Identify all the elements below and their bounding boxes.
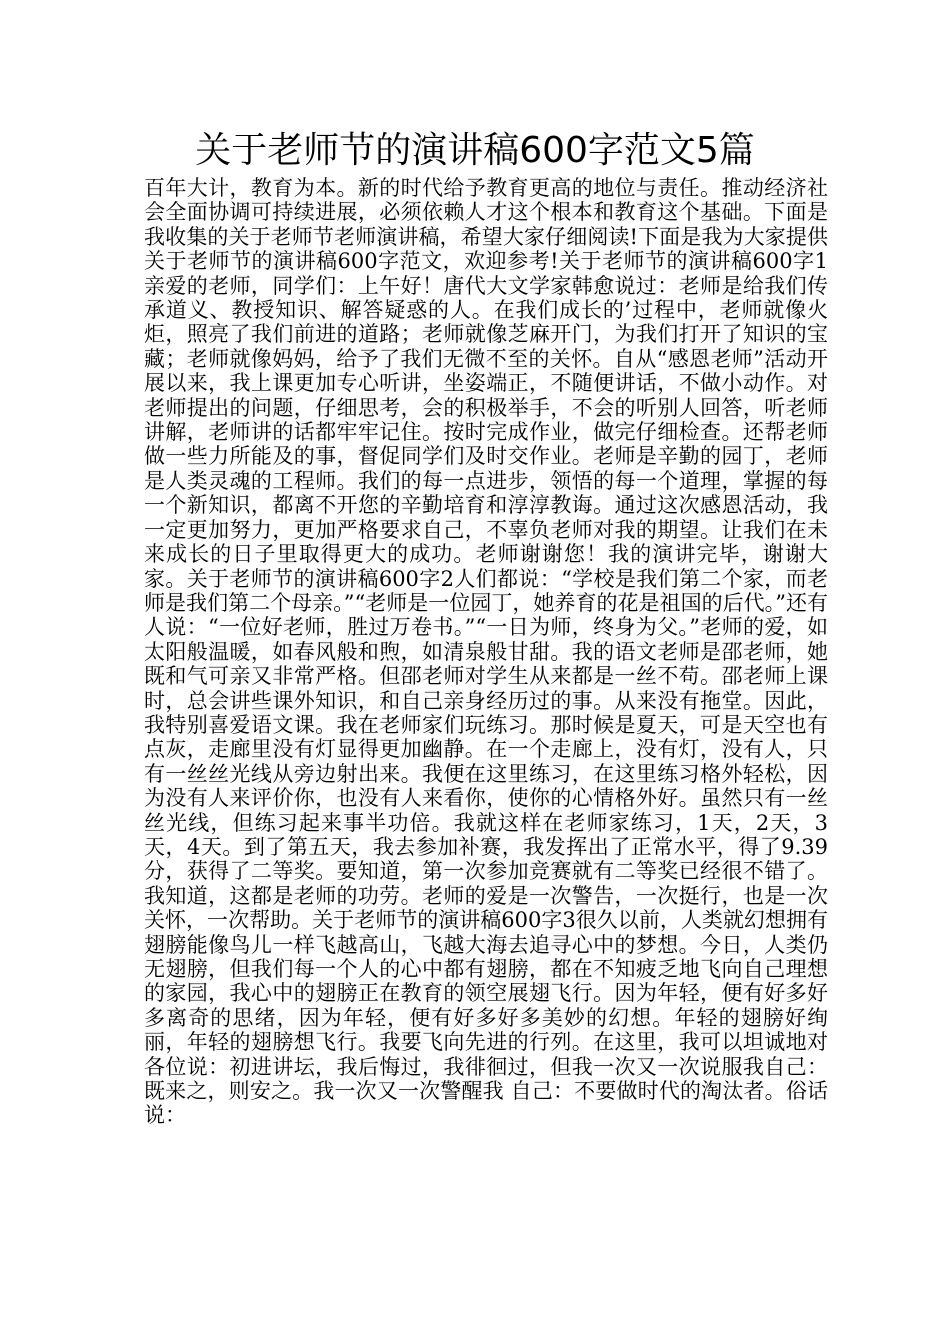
document-title: 关于老师节的演讲稿600字范文5篇: [195, 130, 755, 171]
document-body-text: 百年大计，教育为本。新的时代给予教育更高的地位与责任。推动经济社会全面协调可持续进展，必须依赖人才这个根本和教育这个基础。下面是我收集的关于老师节老师演讲稿，希望大家仔细阅读!下面是我为大家提供关于老师节的演讲稿600字范文，欢迎参考!关于老师节的演讲稿600字1亲爱的老师，同学们：上午好！唐代大文学家韩愈说过：老师是给我们传承道义、教授知识、解答疑惑的人。在我们成长的’过程中，老师就像火炬，照亮了我们前进的道路；老师就像芝麻开门，为我们打开了知识的宝藏；老师就像妈妈，给予了我们无微不至的关怀。自从“感恩老师”活动开展以来，我上课更加专心听讲，坐姿端正，不随便讲话，不做小动作。对老师提出的问题，仔细思考，会的积极举手，不会的听别人回答，听老师讲解，老师讲的话都牢牢记住。按时完成作业，做完仔细检查。还帮老师做一些力所能及的事，督促同学们及时交作业。老师是辛勤的园丁，老师是人类灵魂的工程师。我们的每一点进步，领悟的每一个道理，掌握的每一个新知识，都离不开您的辛勤培育和淳淳教诲。通过这次感恩活动，我一定更加努力，更加严格要求自己，不辜负老师对我的期望。让我们在未来成长的日子里取得更大的成功。老师谢谢您！我的演讲完毕，谢谢大家。关于老师节的演讲稿600字2人们都说：“学校是我们第二个家，而老师是我们第二个母亲。”“老师是一位园丁，她养育的花是祖国的后代。”还有人说：“一位好老师，胜过万卷书。”“一日为师，终身为父。”老师的爱，如太阳般温暖，如春风般和煦，如清泉般甘甜。我的语文老师是邵老师，她既和气可亲又非常严格。但邵老师对学生从来都是一丝不苟。邵老师上课时，总会讲些课外知识，和自己亲身经历过的事。从来没有拖堂。因此，我特别喜爱语文课。我在老师家们玩练习。那时候是夏天，可是天空也有点灰，走廊里没有灯显得更加幽静。在一个走廊上，没有灯，没有人，只有一丝丝光线从旁边射出来。我便在这里练习，在这里练习格外轻松，因为没有人来评价你，也没有人来看你，使你的心情格外好。虽然只有一丝丝光线，但练习起来事半功倍。我就这样在老师家练习，1天，2天，3天，4天。到了第五天，我去参加补赛，我发挥出了正常水平，得了9.39分，获得了二等奖。要知道，第一次参加竞赛就有二等奖已经很不错了。我知道，这都是老师的功劳。老师的爱是一次警告，一次挺行，也是一次关怀，一次帮助。关于老师节的演讲稿600字3很久以前，人类就幻想拥有翅膀能像鸟儿一样飞越高山，飞越大海去追寻心中的梦想。今日，人类仍无翅膀，但我们每一个人的心中都有翅膀，都在不知疲乏地飞向自己理想的家园，我心中的翅膀正在教育的领空展翅飞行。因为年轻，便有好多好多离奇的思绪，因为年轻，便有好多好多美妙的幻想。年轻的翅膀好绚丽，年轻的翅膀想飞行。我要飞向先进的行列。在这里，我可以坦诚地对各位说：初进讲坛，我后悔过，我徘徊过，但我一次又一次说服我自己：既来之，则安之。我一次又一次警醒我 自己：不要做时代的淘汰者。俗话说：: [144, 176, 828, 1128]
